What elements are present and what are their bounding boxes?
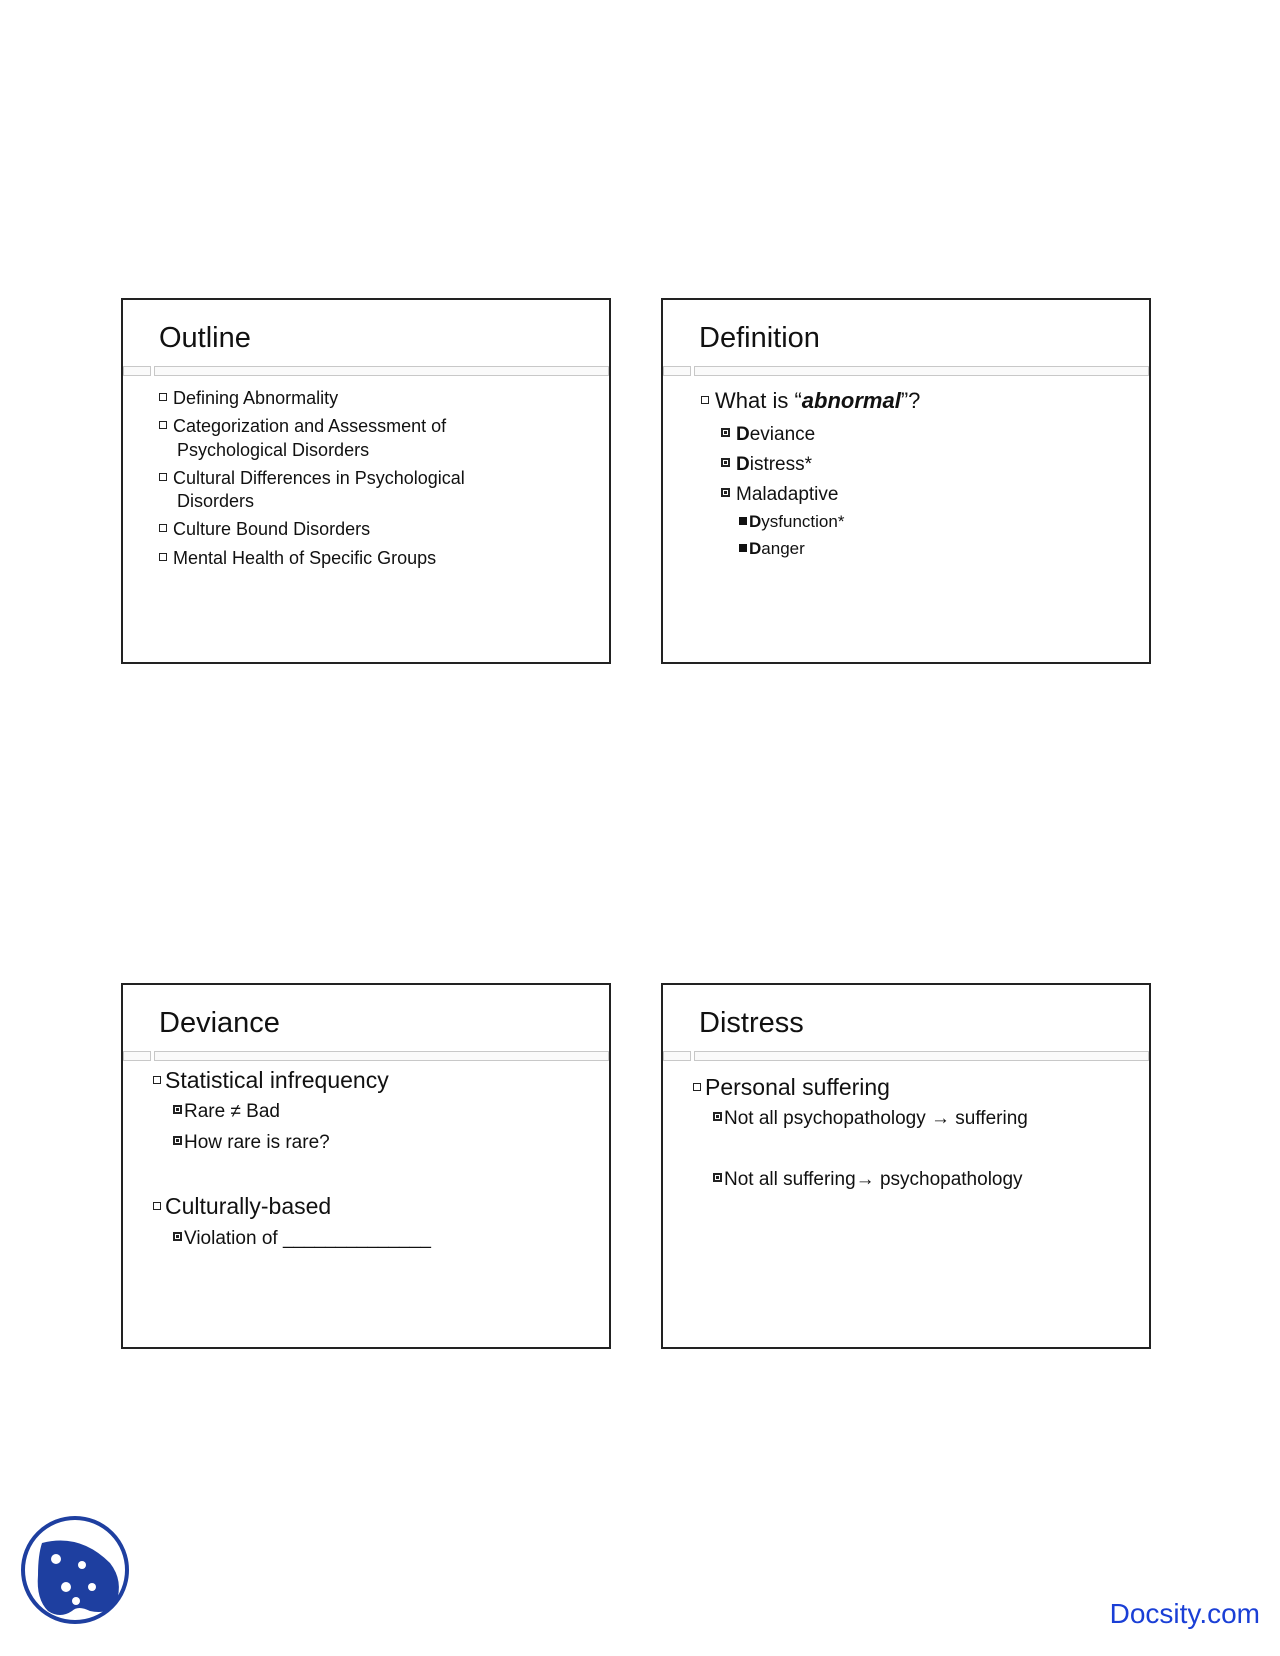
bullet-icon: [153, 1076, 161, 1084]
list-item: Culturally-based: [153, 1193, 331, 1220]
list-item-distress: Distress*: [721, 454, 812, 476]
list-item-continued: Psychological Disorders: [177, 440, 370, 460]
list-item-sub: Not all suffering→ psychopathology: [713, 1169, 1023, 1191]
bullet-icon: [173, 1105, 182, 1114]
title-divider-right: [694, 366, 1149, 376]
slide-title: Outline: [159, 322, 251, 354]
title-divider-left: [123, 1051, 151, 1061]
slide-title: Distress: [699, 1007, 804, 1039]
title-divider-right: [154, 366, 609, 376]
bullet-icon: [721, 488, 730, 497]
bullet-icon: [721, 458, 730, 467]
bullet-icon: [693, 1083, 701, 1091]
list-item-maladaptive: Maladaptive: [721, 484, 838, 506]
bullet-icon: [159, 393, 167, 401]
list-item-dysfunction: Dysfunction*: [739, 512, 844, 532]
bullet-icon: [713, 1112, 722, 1121]
bullet-icon: [159, 553, 167, 561]
list-item-question: What is “abnormal”?: [701, 388, 920, 414]
docsity-brand-link[interactable]: Docsity.com: [1109, 1598, 1260, 1629]
slide-deviance: [121, 983, 611, 1349]
bullet-icon: [159, 524, 167, 532]
title-divider-left: [663, 1051, 691, 1061]
slide-title: Definition: [699, 322, 820, 354]
title-divider-right: [154, 1051, 609, 1061]
list-item-danger: Danger: [739, 539, 805, 559]
docsity-logo-icon[interactable]: [20, 1515, 130, 1625]
list-item-continued: Disorders: [177, 491, 255, 511]
list-item-sub: Violation of ______________: [173, 1228, 431, 1250]
list-item: Statistical infrequency: [153, 1067, 389, 1094]
slide-definition: [661, 298, 1151, 664]
slide-outline: [121, 298, 611, 664]
list-item-deviance: Deviance: [721, 424, 815, 446]
list-item-sub: Rare ≠ Bad: [173, 1101, 280, 1123]
bullet-icon: [739, 544, 747, 552]
slide-title: Deviance: [159, 1007, 280, 1039]
title-divider-left: [663, 366, 691, 376]
slide-distress: [661, 983, 1151, 1349]
title-divider-left: [123, 366, 151, 376]
title-divider-right: [694, 1051, 1149, 1061]
list-item: Cultural Differences in Psychological: [159, 468, 465, 489]
bullet-icon: [159, 421, 167, 429]
bullet-icon: [173, 1136, 182, 1145]
list-item: Defining Abnormality: [159, 388, 338, 409]
bullet-icon: [713, 1173, 722, 1182]
list-item-sub: Not all psychopathology → suffering: [713, 1108, 1028, 1130]
list-item: Categorization and Assessment of: [159, 416, 446, 437]
list-item: Mental Health of Specific Groups: [159, 548, 436, 569]
bullet-icon: [159, 473, 167, 481]
bullet-icon: [173, 1232, 182, 1241]
bullet-icon: [701, 396, 709, 404]
list-item: Culture Bound Disorders: [159, 519, 370, 540]
list-item-sub: How rare is rare?: [173, 1132, 330, 1154]
bullet-icon: [739, 517, 747, 525]
list-item: Personal suffering: [693, 1074, 890, 1101]
bullet-icon: [721, 428, 730, 437]
bullet-icon: [153, 1202, 161, 1210]
